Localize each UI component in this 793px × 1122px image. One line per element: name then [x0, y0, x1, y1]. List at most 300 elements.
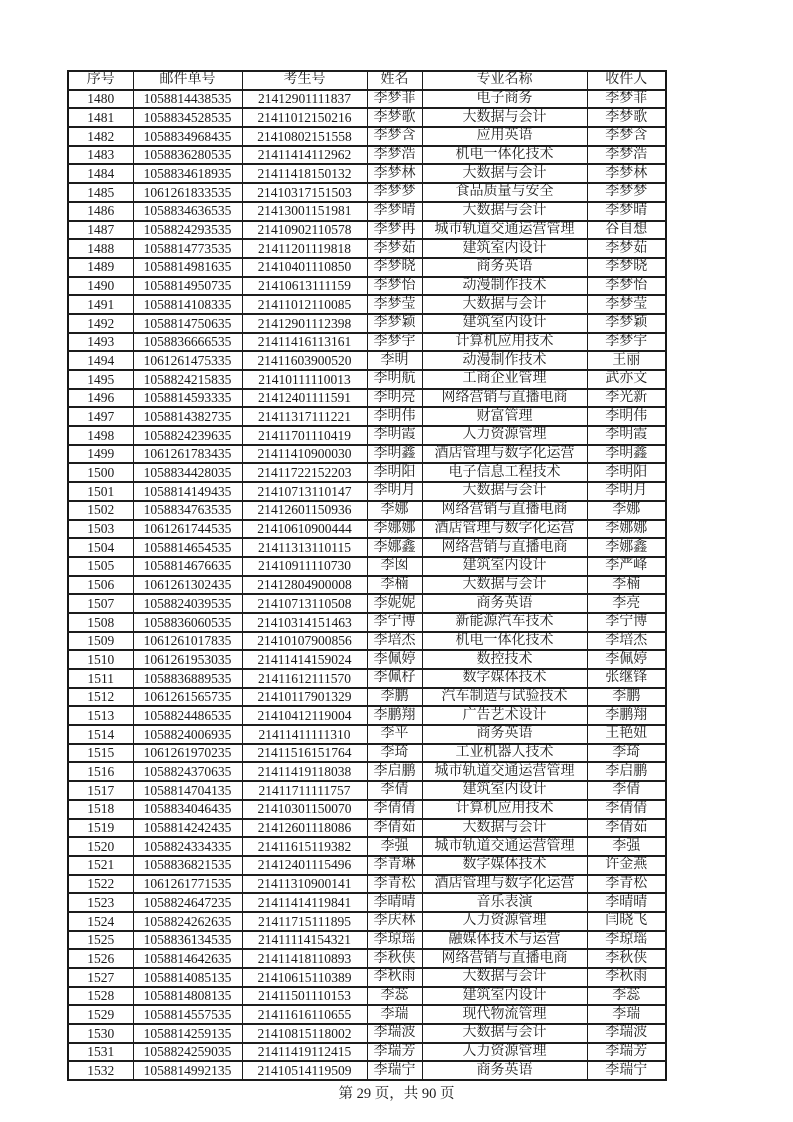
cell-recipient: 李晴晴 — [587, 893, 666, 912]
cell-name: 李庆林 — [367, 912, 422, 931]
cell-candidate-no: 21411418150132 — [242, 164, 367, 183]
cell-candidate-no: 21412901112398 — [242, 314, 367, 333]
cell-candidate-no: 21411416113161 — [242, 333, 367, 352]
col-header-candidate-no: 考生号 — [242, 71, 367, 90]
cell-mail-no: 1058834528535 — [133, 108, 242, 127]
cell-mail-no: 1061261302435 — [133, 576, 242, 595]
cell-serial: 1514 — [68, 725, 133, 744]
cell-name: 李平 — [367, 725, 422, 744]
table-row — [68, 781, 666, 800]
cell-name: 李鹏 — [367, 688, 422, 707]
cell-recipient: 李鹏 — [587, 688, 666, 707]
cell-candidate-no: 21410117901329 — [242, 688, 367, 707]
cell-candidate-no: 21410713110147 — [242, 482, 367, 501]
cell-mail-no: 1058836821535 — [133, 856, 242, 875]
cell-name: 李蕊 — [367, 987, 422, 1006]
cell-major: 网络营销与直播电商 — [422, 501, 587, 520]
cell-major: 网络营销与直播电商 — [422, 538, 587, 557]
table-row — [68, 127, 666, 146]
cell-recipient: 李明月 — [587, 482, 666, 501]
cell-candidate-no: 21413001151981 — [242, 202, 367, 221]
cell-name: 李梦梦 — [367, 183, 422, 202]
cell-serial: 1531 — [68, 1043, 133, 1062]
cell-major: 商务英语 — [422, 725, 587, 744]
cell-candidate-no: 21410317151503 — [242, 183, 367, 202]
cell-mail-no: 1058814676635 — [133, 557, 242, 576]
cell-serial: 1526 — [68, 949, 133, 968]
table-row — [68, 576, 666, 595]
cell-serial: 1502 — [68, 501, 133, 520]
cell-major: 大数据与会计 — [422, 164, 587, 183]
cell-recipient: 李明霞 — [587, 426, 666, 445]
cell-recipient: 李瑞波 — [587, 1024, 666, 1043]
cell-major: 数字媒体技术 — [422, 856, 587, 875]
cell-major: 电子商务 — [422, 90, 587, 109]
cell-name: 李强 — [367, 837, 422, 856]
cell-candidate-no: 21411012150216 — [242, 108, 367, 127]
table-row — [68, 1043, 666, 1062]
cell-mail-no: 1061261771535 — [133, 875, 242, 894]
cell-major: 人力资源管理 — [422, 912, 587, 931]
table-row — [68, 351, 666, 370]
cell-serial: 1523 — [68, 893, 133, 912]
cell-name: 李明航 — [367, 370, 422, 389]
cell-mail-no: 1058814259135 — [133, 1024, 242, 1043]
cell-mail-no: 1061261783435 — [133, 445, 242, 464]
cell-candidate-no: 21411414159024 — [242, 650, 367, 669]
cell-mail-no: 1058836666535 — [133, 333, 242, 352]
cell-name: 李宁博 — [367, 613, 422, 632]
cell-recipient: 李亮 — [587, 594, 666, 613]
cell-recipient: 李明伟 — [587, 407, 666, 426]
table-row — [68, 762, 666, 781]
cell-mail-no: 1058824006935 — [133, 725, 242, 744]
cell-recipient: 李明鑫 — [587, 445, 666, 464]
table-row — [68, 650, 666, 669]
cell-candidate-no: 21410613111159 — [242, 277, 367, 296]
cell-recipient: 李琼瑶 — [587, 931, 666, 950]
cell-recipient: 李倩倩 — [587, 800, 666, 819]
cell-major: 新能源汽车技术 — [422, 613, 587, 632]
cell-serial: 1501 — [68, 482, 133, 501]
cell-candidate-no: 21410815118002 — [242, 1024, 367, 1043]
cell-major: 建筑室内设计 — [422, 987, 587, 1006]
cell-serial: 1505 — [68, 557, 133, 576]
mail-table — [67, 70, 667, 1081]
cell-serial: 1482 — [68, 127, 133, 146]
cell-serial: 1519 — [68, 819, 133, 838]
cell-name: 李瑞 — [367, 1005, 422, 1024]
cell-major: 建筑室内设计 — [422, 314, 587, 333]
cell-name: 李瑞波 — [367, 1024, 422, 1043]
cell-candidate-no: 21411410900030 — [242, 445, 367, 464]
cell-mail-no: 1061261017835 — [133, 632, 242, 651]
cell-serial: 1493 — [68, 333, 133, 352]
table-row — [68, 744, 666, 763]
cell-recipient: 李秋雨 — [587, 968, 666, 987]
cell-major: 电子信息工程技术 — [422, 463, 587, 482]
table-row — [68, 277, 666, 296]
cell-mail-no: 1061261744535 — [133, 520, 242, 539]
cell-mail-no: 1058814981635 — [133, 258, 242, 277]
cell-recipient: 李梦莹 — [587, 295, 666, 314]
cell-candidate-no: 21410301150070 — [242, 800, 367, 819]
cell-recipient: 李明阳 — [587, 463, 666, 482]
cell-name: 李梦颖 — [367, 314, 422, 333]
table-row — [68, 164, 666, 183]
cell-candidate-no: 21411419112415 — [242, 1043, 367, 1062]
cell-major: 网络营销与直播电商 — [422, 949, 587, 968]
cell-major: 城市轨道交通运营管理 — [422, 837, 587, 856]
cell-mail-no: 1058836889535 — [133, 669, 242, 688]
cell-name: 李梦晴 — [367, 202, 422, 221]
cell-mail-no: 1058814750635 — [133, 314, 242, 333]
cell-mail-no: 1058814704135 — [133, 781, 242, 800]
cell-candidate-no: 21410902110578 — [242, 221, 367, 240]
cell-serial: 1516 — [68, 762, 133, 781]
table-row — [68, 931, 666, 950]
cell-recipient: 李梦浩 — [587, 146, 666, 165]
cell-major: 机电一体化技术 — [422, 146, 587, 165]
cell-recipient: 李梦梦 — [587, 183, 666, 202]
table-row — [68, 1005, 666, 1024]
cell-mail-no: 1058814642635 — [133, 949, 242, 968]
table-row — [68, 202, 666, 221]
cell-recipient: 李梦宇 — [587, 333, 666, 352]
cell-candidate-no: 21411701110419 — [242, 426, 367, 445]
cell-major: 人力资源管理 — [422, 1043, 587, 1062]
cell-serial: 1486 — [68, 202, 133, 221]
table-row — [68, 463, 666, 482]
cell-mail-no: 1058824334335 — [133, 837, 242, 856]
cell-major: 计算机应用技术 — [422, 800, 587, 819]
cell-candidate-no: 21411715111895 — [242, 912, 367, 931]
table-row — [68, 389, 666, 408]
cell-serial: 1527 — [68, 968, 133, 987]
cell-major: 商务英语 — [422, 1061, 587, 1080]
cell-name: 李琦 — [367, 744, 422, 763]
table-row — [68, 706, 666, 725]
cell-serial: 1488 — [68, 239, 133, 258]
cell-candidate-no: 21411201119818 — [242, 239, 367, 258]
table-row — [68, 314, 666, 333]
table-row — [68, 837, 666, 856]
cell-major: 工商企业管理 — [422, 370, 587, 389]
cell-major: 动漫制作技术 — [422, 351, 587, 370]
cell-candidate-no: 21411612111570 — [242, 669, 367, 688]
cell-mail-no: 1058834428035 — [133, 463, 242, 482]
cell-recipient: 李秋侠 — [587, 949, 666, 968]
table-row — [68, 501, 666, 520]
cell-candidate-no: 21412401115496 — [242, 856, 367, 875]
cell-candidate-no: 21411615119382 — [242, 837, 367, 856]
cell-mail-no: 1061261833535 — [133, 183, 242, 202]
cell-serial: 1507 — [68, 594, 133, 613]
cell-name: 李倩倩 — [367, 800, 422, 819]
cell-serial: 1483 — [68, 146, 133, 165]
cell-candidate-no: 21411419118038 — [242, 762, 367, 781]
cell-serial: 1496 — [68, 389, 133, 408]
table-row — [68, 146, 666, 165]
cell-major: 城市轨道交通运营管理 — [422, 221, 587, 240]
cell-major: 大数据与会计 — [422, 108, 587, 127]
cell-recipient: 李鹏翔 — [587, 706, 666, 725]
cell-mail-no: 1058834046435 — [133, 800, 242, 819]
cell-serial: 1520 — [68, 837, 133, 856]
cell-recipient: 李琦 — [587, 744, 666, 763]
cell-candidate-no: 21412401111591 — [242, 389, 367, 408]
cell-mail-no: 1061261953035 — [133, 650, 242, 669]
cell-mail-no: 1058814557535 — [133, 1005, 242, 1024]
cell-candidate-no: 21412901111837 — [242, 90, 367, 109]
cell-mail-no: 1058814773535 — [133, 239, 242, 258]
cell-name: 李琼瑶 — [367, 931, 422, 950]
cell-recipient: 王丽 — [587, 351, 666, 370]
cell-recipient: 李娜 — [587, 501, 666, 520]
cell-mail-no: 1058834618935 — [133, 164, 242, 183]
cell-major: 建筑室内设计 — [422, 239, 587, 258]
cell-major: 大数据与会计 — [422, 202, 587, 221]
cell-major: 汽车制造与试验技术 — [422, 688, 587, 707]
cell-mail-no: 1058824039535 — [133, 594, 242, 613]
cell-candidate-no: 21411516151764 — [242, 744, 367, 763]
cell-candidate-no: 21411722152203 — [242, 463, 367, 482]
cell-mail-no: 1061261565735 — [133, 688, 242, 707]
cell-major: 食品质量与安全 — [422, 183, 587, 202]
cell-recipient: 李瑞 — [587, 1005, 666, 1024]
cell-mail-no: 1058814808135 — [133, 987, 242, 1006]
cell-recipient: 闫晓飞 — [587, 912, 666, 931]
table-row — [68, 1024, 666, 1043]
cell-name: 李倩茹 — [367, 819, 422, 838]
cell-recipient: 李严峰 — [587, 557, 666, 576]
cell-serial: 1532 — [68, 1061, 133, 1080]
cell-recipient: 李瑞宁 — [587, 1061, 666, 1080]
cell-major: 大数据与会计 — [422, 482, 587, 501]
cell-recipient: 李梦菲 — [587, 90, 666, 109]
cell-name: 李明月 — [367, 482, 422, 501]
cell-recipient: 李光新 — [587, 389, 666, 408]
cell-candidate-no: 21411711111757 — [242, 781, 367, 800]
table-row — [68, 819, 666, 838]
cell-major: 音乐表演 — [422, 893, 587, 912]
cell-serial: 1511 — [68, 669, 133, 688]
cell-major: 数控技术 — [422, 650, 587, 669]
table-row — [68, 800, 666, 819]
cell-name: 李瑞宁 — [367, 1061, 422, 1080]
cell-name: 李娜 — [367, 501, 422, 520]
col-header-name: 姓名 — [367, 71, 422, 90]
cell-major: 工业机器人技术 — [422, 744, 587, 763]
cell-mail-no: 1058824262635 — [133, 912, 242, 931]
cell-name: 李梦莹 — [367, 295, 422, 314]
cell-candidate-no: 21410401110850 — [242, 258, 367, 277]
cell-name: 李楠 — [367, 576, 422, 595]
cell-name: 李秋侠 — [367, 949, 422, 968]
cell-major: 动漫制作技术 — [422, 277, 587, 296]
cell-recipient: 李梦林 — [587, 164, 666, 183]
cell-name: 李梦含 — [367, 127, 422, 146]
cell-serial: 1506 — [68, 576, 133, 595]
cell-candidate-no: 21411317111221 — [242, 407, 367, 426]
cell-name: 李瑞芳 — [367, 1043, 422, 1062]
table-row — [68, 632, 666, 651]
cell-major: 建筑室内设计 — [422, 781, 587, 800]
cell-serial: 1499 — [68, 445, 133, 464]
cell-name: 李明阳 — [367, 463, 422, 482]
cell-candidate-no: 21410610900444 — [242, 520, 367, 539]
cell-candidate-no: 21410107900856 — [242, 632, 367, 651]
table-row — [68, 370, 666, 389]
cell-major: 酒店管理与数字化运营 — [422, 445, 587, 464]
cell-serial: 1504 — [68, 538, 133, 557]
cell-major: 商务英语 — [422, 594, 587, 613]
cell-serial: 1517 — [68, 781, 133, 800]
cell-candidate-no: 21410412119004 — [242, 706, 367, 725]
cell-major: 酒店管理与数字化运营 — [422, 520, 587, 539]
cell-major: 应用英语 — [422, 127, 587, 146]
cell-major: 现代物流管理 — [422, 1005, 587, 1024]
cell-recipient: 李娜鑫 — [587, 538, 666, 557]
cell-serial: 1485 — [68, 183, 133, 202]
cell-mail-no: 1058824370635 — [133, 762, 242, 781]
cell-major: 大数据与会计 — [422, 819, 587, 838]
cell-mail-no: 1058824486535 — [133, 706, 242, 725]
cell-recipient: 李青松 — [587, 875, 666, 894]
cell-name: 李鹏翔 — [367, 706, 422, 725]
cell-name: 李培杰 — [367, 632, 422, 651]
table-row — [68, 987, 666, 1006]
cell-serial: 1515 — [68, 744, 133, 763]
cell-major: 人力资源管理 — [422, 426, 587, 445]
cell-serial: 1500 — [68, 463, 133, 482]
cell-candidate-no: 21411418110893 — [242, 949, 367, 968]
table-row — [68, 221, 666, 240]
table-row — [68, 295, 666, 314]
table-row — [68, 426, 666, 445]
cell-name: 李明鑫 — [367, 445, 422, 464]
table-row — [68, 875, 666, 894]
cell-serial: 1489 — [68, 258, 133, 277]
cell-candidate-no: 21410514119509 — [242, 1061, 367, 1080]
cell-recipient: 李梦晴 — [587, 202, 666, 221]
cell-recipient: 许金燕 — [587, 856, 666, 875]
cell-serial: 1529 — [68, 1005, 133, 1024]
cell-recipient: 李倩 — [587, 781, 666, 800]
cell-name: 李梦冉 — [367, 221, 422, 240]
cell-name: 李梦茹 — [367, 239, 422, 258]
cell-serial: 1513 — [68, 706, 133, 725]
cell-serial: 1508 — [68, 613, 133, 632]
cell-major: 商务英语 — [422, 258, 587, 277]
cell-name: 李梦宇 — [367, 333, 422, 352]
table-row — [68, 688, 666, 707]
cell-recipient: 李宁博 — [587, 613, 666, 632]
cell-recipient: 李楠 — [587, 576, 666, 595]
cell-name: 李青琳 — [367, 856, 422, 875]
cell-mail-no: 1058814438535 — [133, 90, 242, 109]
table-row — [68, 912, 666, 931]
cell-mail-no: 1058814654535 — [133, 538, 242, 557]
cell-serial: 1492 — [68, 314, 133, 333]
cell-candidate-no: 21411414112962 — [242, 146, 367, 165]
page-number: 第 29 页，共 90 页 — [338, 1086, 455, 1102]
cell-name: 李妮妮 — [367, 594, 422, 613]
cell-mail-no: 1058824647235 — [133, 893, 242, 912]
cell-recipient: 李倩茹 — [587, 819, 666, 838]
cell-serial: 1481 — [68, 108, 133, 127]
cell-recipient: 李强 — [587, 837, 666, 856]
cell-recipient: 李佩婷 — [587, 650, 666, 669]
cell-major: 财富管理 — [422, 407, 587, 426]
cell-serial: 1512 — [68, 688, 133, 707]
cell-mail-no: 1058834763535 — [133, 501, 242, 520]
cell-mail-no: 1058834968435 — [133, 127, 242, 146]
table-row — [68, 538, 666, 557]
cell-major: 大数据与会计 — [422, 576, 587, 595]
cell-mail-no: 1058824259035 — [133, 1043, 242, 1062]
table-row — [68, 407, 666, 426]
cell-serial: 1484 — [68, 164, 133, 183]
cell-candidate-no: 21411414119841 — [242, 893, 367, 912]
cell-serial: 1495 — [68, 370, 133, 389]
table-row — [68, 108, 666, 127]
cell-mail-no: 1058814149435 — [133, 482, 242, 501]
cell-candidate-no: 21411501110153 — [242, 987, 367, 1006]
cell-major: 建筑室内设计 — [422, 557, 587, 576]
cell-name: 李明 — [367, 351, 422, 370]
cell-name: 李梦林 — [367, 164, 422, 183]
cell-name: 李晴晴 — [367, 893, 422, 912]
cell-candidate-no: 21412601118086 — [242, 819, 367, 838]
cell-name: 李佩婷 — [367, 650, 422, 669]
cell-candidate-no: 21410911110730 — [242, 557, 367, 576]
cell-name: 李明伟 — [367, 407, 422, 426]
table-row — [68, 613, 666, 632]
cell-recipient: 李梦颖 — [587, 314, 666, 333]
cell-major: 网络营销与直播电商 — [422, 389, 587, 408]
cell-recipient: 谷自想 — [587, 221, 666, 240]
cell-recipient: 李梦茹 — [587, 239, 666, 258]
cell-serial: 1480 — [68, 90, 133, 109]
cell-candidate-no: 21412601150936 — [242, 501, 367, 520]
cell-name: 李启鹏 — [367, 762, 422, 781]
cell-candidate-no: 21411310900141 — [242, 875, 367, 894]
cell-serial: 1490 — [68, 277, 133, 296]
cell-recipient: 李梦怡 — [587, 277, 666, 296]
cell-name: 李囡 — [367, 557, 422, 576]
cell-candidate-no: 21410314151463 — [242, 613, 367, 632]
cell-serial: 1498 — [68, 426, 133, 445]
cell-serial: 1491 — [68, 295, 133, 314]
cell-mail-no: 1061261475335 — [133, 351, 242, 370]
cell-major: 数字媒体技术 — [422, 669, 587, 688]
col-header-mail-no: 邮件单号 — [133, 71, 242, 90]
cell-serial: 1521 — [68, 856, 133, 875]
cell-mail-no: 1058824239635 — [133, 426, 242, 445]
cell-serial: 1509 — [68, 632, 133, 651]
table-row — [68, 333, 666, 352]
table-row — [68, 856, 666, 875]
cell-mail-no: 1058834636535 — [133, 202, 242, 221]
cell-name: 李青松 — [367, 875, 422, 894]
table-row — [68, 594, 666, 613]
cell-major: 机电一体化技术 — [422, 632, 587, 651]
cell-major: 融媒体技术与运营 — [422, 931, 587, 950]
cell-recipient: 李培杰 — [587, 632, 666, 651]
cell-mail-no: 1058814992135 — [133, 1061, 242, 1080]
cell-recipient: 张继锋 — [587, 669, 666, 688]
